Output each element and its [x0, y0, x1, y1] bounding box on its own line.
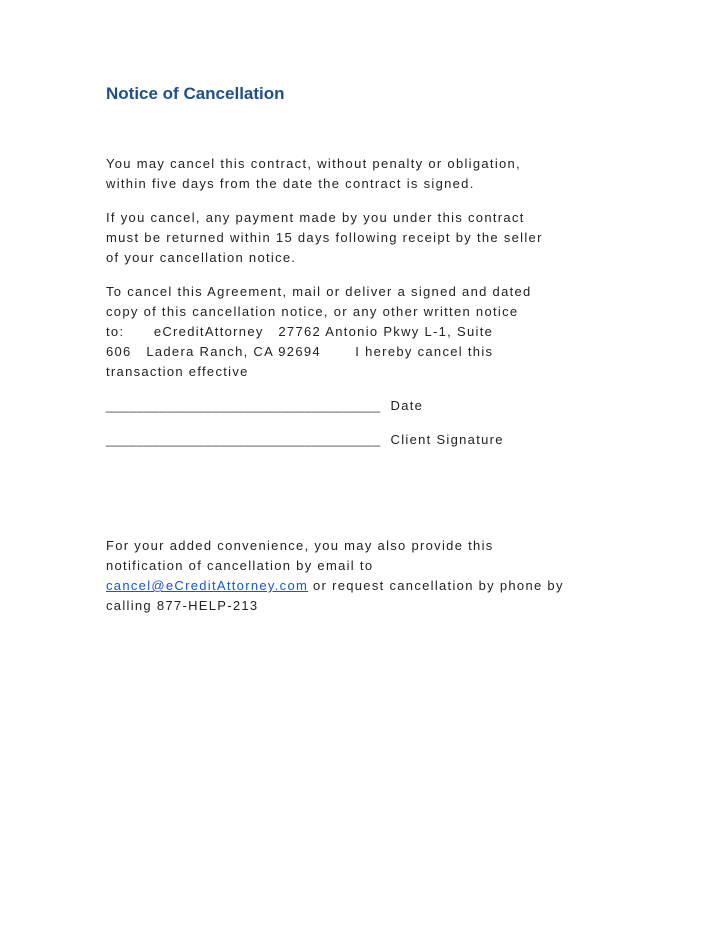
paragraph-line: 606 Ladera Ranch, CA 92694 I hereby cancel this	[106, 344, 494, 359]
cancellation-right-paragraph	[106, 154, 646, 194]
refund-paragraph	[106, 208, 646, 268]
paragraph-line: For your added convenience, you may also provide this	[106, 538, 494, 553]
cancel-email-link[interactable]: cancel@eCreditAttorney.com	[106, 578, 309, 593]
client-signature-line	[106, 430, 646, 450]
date-label: Date	[390, 398, 424, 413]
paragraph-line: of your cancellation notice.	[106, 250, 297, 265]
paragraph-line: transaction effective	[106, 364, 249, 379]
date-blank[interactable]: ____________________________________	[106, 398, 381, 413]
date-line	[106, 396, 646, 416]
document-title: Notice of Cancellation	[106, 84, 285, 103]
paragraph-line: to: eCreditAttorney 27762 Antonio Pkwy L-1, Suite	[106, 324, 494, 339]
paragraph-line: If you cancel, any payment made by you under this contract	[106, 210, 525, 225]
section-spacer	[106, 464, 646, 536]
paragraph-line: must be returned within 15 days following receipt by the seller	[106, 230, 543, 245]
phone-request-text: or request cancellation by phone by	[308, 578, 564, 593]
paragraph-line: copy of this cancellation notice, or any other written notice	[106, 304, 519, 319]
paragraph-line: notification of cancellation by email to	[106, 558, 374, 573]
paragraph-line: You may cancel this contract, without penalty or obligation,	[106, 156, 521, 171]
cancellation-notice-page	[106, 84, 646, 630]
client-signature-label: Client Signature	[390, 432, 504, 447]
paragraph-line: To cancel this Agreement, mail or deliver a signed and dated	[106, 284, 532, 299]
email-line	[106, 576, 646, 596]
paragraph-line: within five days from the date the contract is signed.	[106, 176, 475, 191]
mailing-instructions-paragraph	[106, 282, 646, 382]
convenience-paragraph	[106, 536, 646, 616]
signature-blank[interactable]: ____________________________________	[106, 432, 381, 447]
phone-line: calling 877-HELP-213	[106, 598, 259, 613]
